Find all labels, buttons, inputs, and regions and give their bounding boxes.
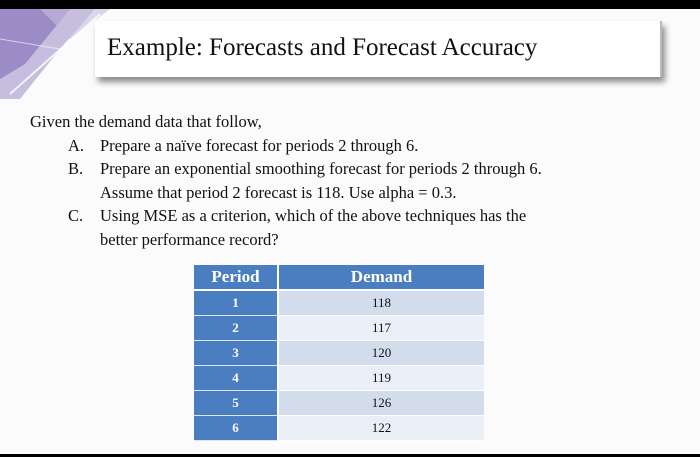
item-letter: B. [68,159,84,178]
table-row [194,416,484,441]
item-text: Assume that period 2 forecast is 118. Use alpha = 0.3. [100,182,457,202]
question-item-b [30,157,650,204]
table-header-row [194,265,484,291]
question-list [30,134,650,252]
table-row [194,366,484,391]
period-cell: 6 [194,416,279,441]
period-cell: 4 [194,366,279,391]
intro-text: Given the demand data that follow, [30,112,262,131]
demand-cell: 117 [279,316,484,341]
slide [0,9,700,454]
period-cell: 5 [194,391,279,416]
title-box [95,21,662,77]
demand-table [194,265,484,441]
demand-cell: 120 [279,341,484,366]
table-row [194,316,484,341]
question-item-c [30,204,650,251]
question-item-a [30,134,650,158]
period-cell: 3 [194,341,279,366]
slide-title: Example: Forecasts and Forecast Accuracy [107,34,538,61]
item-text: Prepare an exponential smoothing forecast for periods 2 through 6. [100,159,542,178]
slide-content [30,110,650,251]
column-header-period: Period [194,265,279,291]
item-letter: A. [68,135,85,155]
item-letter: C. [68,206,84,225]
period-cell: 1 [194,291,279,316]
item-text: Prepare a naïve forecast for periods 2 through 6. [100,135,419,155]
item-text: Using MSE as a criterion, which of the above techniques has the [100,206,527,225]
demand-cell: 118 [279,291,484,316]
demand-cell: 122 [279,416,484,441]
demand-cell: 119 [279,366,484,391]
table-row [194,391,484,416]
demand-cell: 126 [279,391,484,416]
table-row [194,341,484,366]
column-header-demand: Demand [279,265,484,291]
item-text: better performance record? [100,229,279,249]
table-row [194,291,484,316]
period-cell: 2 [194,316,279,341]
